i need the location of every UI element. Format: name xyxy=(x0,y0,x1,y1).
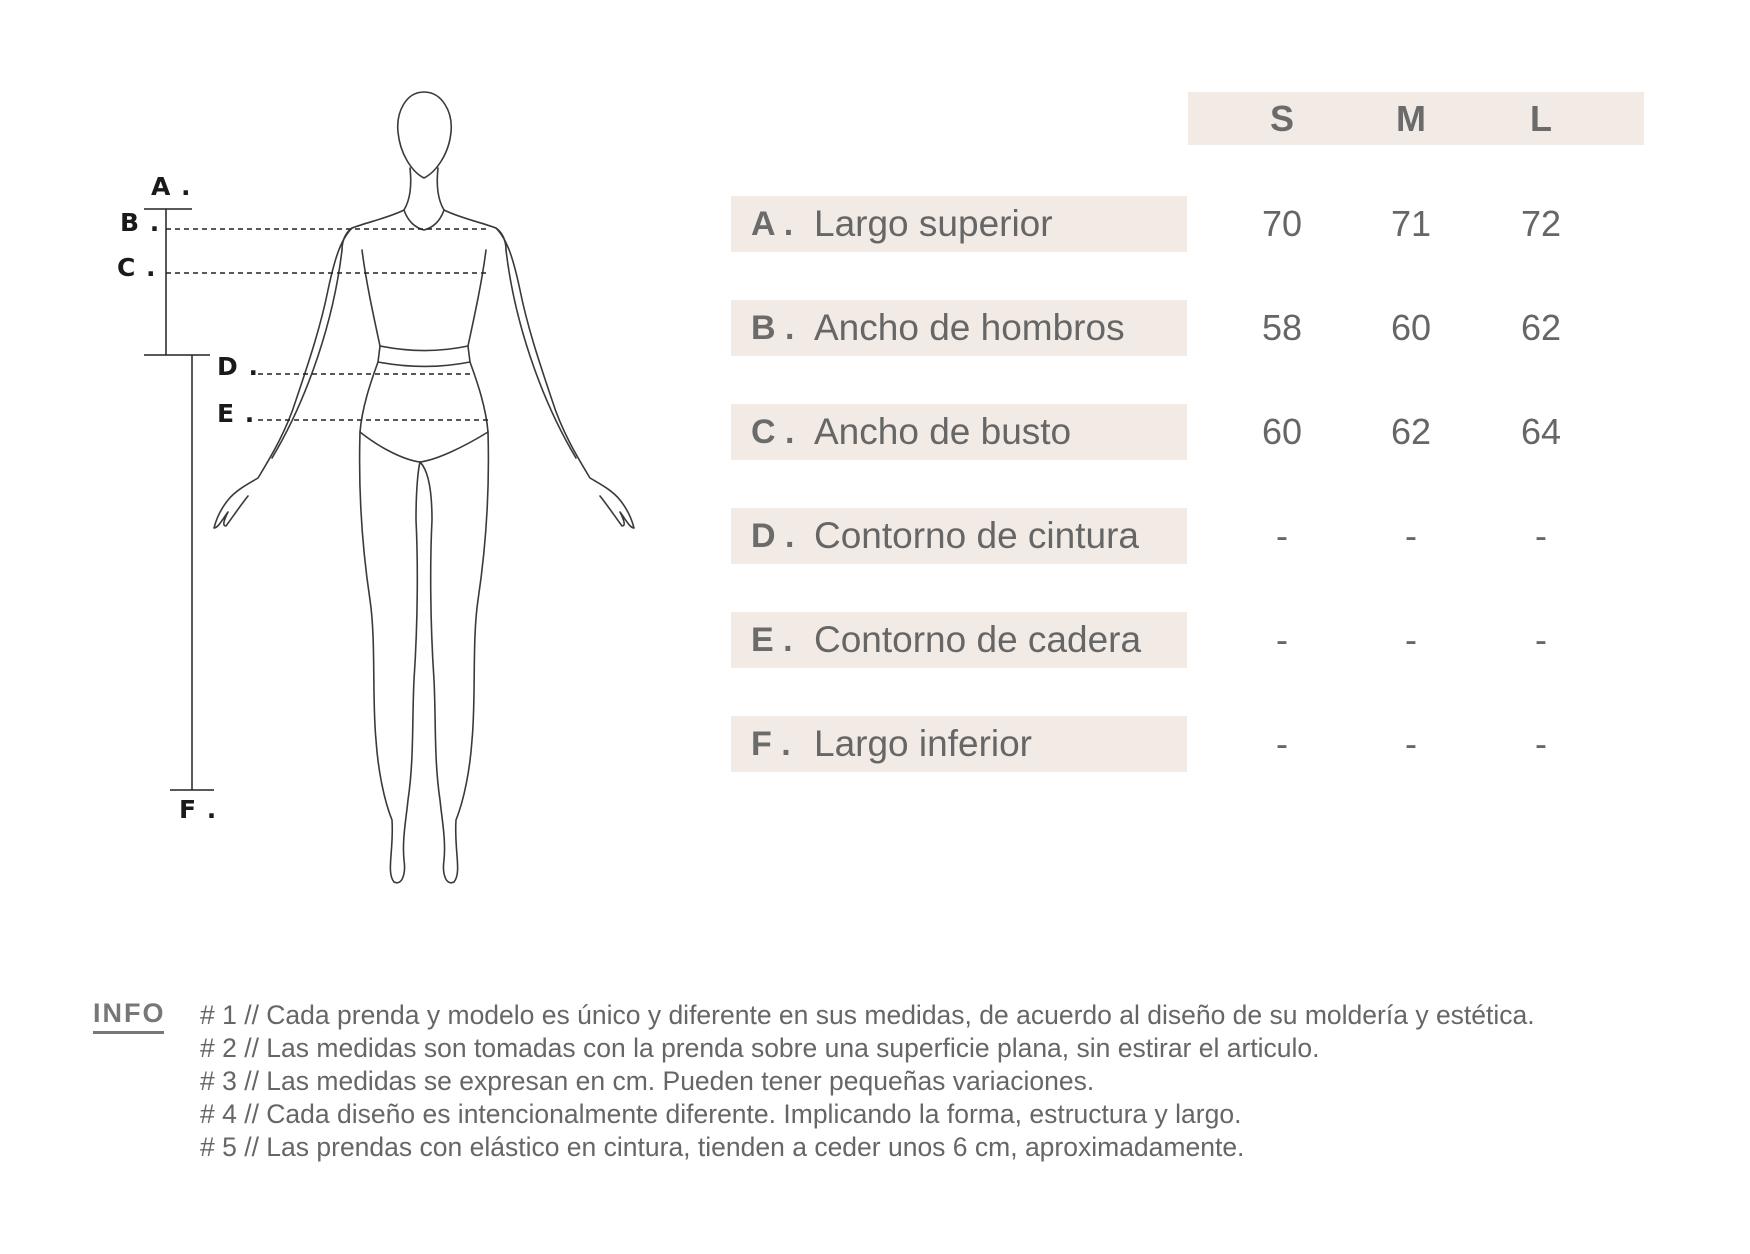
body-figure-diagram xyxy=(0,0,680,900)
row-label-e xyxy=(731,612,1187,668)
cell-d-s: - xyxy=(1276,515,1288,556)
row-text: Contorno de cadera xyxy=(814,619,1142,660)
marker-a-label: A . xyxy=(151,172,192,201)
row-text: Largo superior xyxy=(814,203,1053,244)
row-letter: B . xyxy=(751,309,795,347)
marker-b-label: B . xyxy=(120,208,161,237)
cell-f-m: - xyxy=(1405,723,1417,764)
row-letter: E . xyxy=(751,621,793,659)
row-text: Ancho de hombros xyxy=(814,307,1125,348)
cell-d-m: - xyxy=(1405,515,1417,556)
cell-c-s: 60 xyxy=(1261,411,1303,452)
cell-b-m: 60 xyxy=(1390,307,1432,348)
cell-f-l: - xyxy=(1535,723,1547,764)
row-letter: C . xyxy=(751,413,795,451)
waist-band xyxy=(378,346,470,367)
info-title: INFO xyxy=(93,998,166,1028)
row-text: Ancho de busto xyxy=(814,411,1072,452)
marker-d-label: D . xyxy=(217,352,259,381)
cell-e-m: - xyxy=(1405,619,1417,660)
cell-c-l: 64 xyxy=(1520,411,1562,452)
cell-d-l: - xyxy=(1535,515,1547,556)
row-label-c xyxy=(731,404,1187,460)
info-underline xyxy=(93,1031,164,1034)
size-s-header: S xyxy=(1269,98,1294,139)
info-note-2: # 2 // Las medidas son tomadas con la prenda sobre una superficie plana, sin estirar el articulo. xyxy=(200,1033,1320,1063)
row-letter: F . xyxy=(751,725,791,763)
row-label-a xyxy=(731,196,1187,252)
cell-b-l: 62 xyxy=(1520,307,1562,348)
head-outline xyxy=(398,92,451,178)
body-outline xyxy=(214,92,634,883)
cell-b-s: 58 xyxy=(1261,307,1303,348)
cell-e-l: - xyxy=(1535,619,1547,660)
right-leg-outline xyxy=(420,432,488,883)
size-header xyxy=(1188,92,1644,145)
cell-c-m: 62 xyxy=(1390,411,1432,452)
neck-outline xyxy=(404,168,444,210)
cell-f-s: - xyxy=(1276,723,1288,764)
row-label-b xyxy=(731,300,1187,356)
torso-sides xyxy=(362,250,486,346)
briefs-outline xyxy=(360,432,488,462)
info-note-1: # 1 // Cada prenda y modelo es único y diferente en sus medidas, de acuerdo al diseño de su moldería y estética. xyxy=(200,1000,1535,1030)
cell-a-s: 70 xyxy=(1261,203,1303,244)
row-text: Largo inferior xyxy=(814,723,1033,764)
size-m-header: M xyxy=(1396,98,1426,139)
row-label-d xyxy=(731,508,1187,564)
cell-e-s: - xyxy=(1276,619,1288,660)
row-label-f xyxy=(731,716,1187,772)
hip-outline xyxy=(360,362,488,432)
collar-outline xyxy=(404,210,444,230)
row-text: Contorno de cintura xyxy=(814,515,1139,556)
row-letter: D . xyxy=(751,517,795,555)
cell-a-l: 72 xyxy=(1520,203,1562,244)
info-note-3: # 3 // Las medidas se expresan en cm. Pueden tener pequeñas variaciones. xyxy=(200,1066,1095,1096)
size-l-header: L xyxy=(1530,98,1552,139)
marker-f-label: F . xyxy=(179,795,218,824)
cell-a-m: 71 xyxy=(1390,203,1432,244)
info-note-4: # 4 // Cada diseño es intencionalmente diferente. Implicando la forma, estructura y largo. xyxy=(200,1099,1242,1129)
marker-c-label: C . xyxy=(117,253,157,282)
info-note-5: # 5 // Las prendas con elástico en cintura, tienden a ceder unos 6 cm, aproximadamente. xyxy=(200,1132,1245,1162)
marker-e-label: E . xyxy=(217,399,256,428)
left-leg-outline xyxy=(360,432,420,883)
row-letter: A . xyxy=(751,205,794,243)
measurement-lines xyxy=(144,209,214,790)
right-arm-outline xyxy=(496,228,634,528)
